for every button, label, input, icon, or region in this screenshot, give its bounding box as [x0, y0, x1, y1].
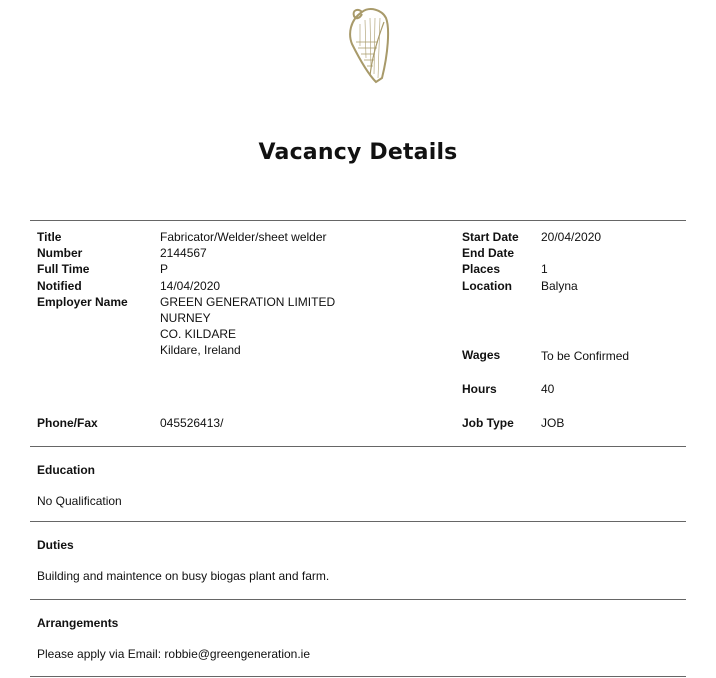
- places-value: 1: [541, 262, 548, 276]
- title-value: Fabricator/Welder/sheet welder: [160, 230, 327, 244]
- wages-value: To be Confirmed: [541, 349, 630, 363]
- harp-emblem-icon: [340, 4, 392, 86]
- notified-value: 14/04/2020: [160, 279, 221, 293]
- employer-line: GREEN GENERATION LIMITED: [160, 295, 336, 309]
- places-label: Places: [462, 262, 501, 276]
- divider: [30, 521, 686, 522]
- employer-line: CO. KILDARE: [160, 327, 237, 341]
- employer-label: Employer Name: [37, 295, 128, 309]
- job-type-label: Job Type: [462, 416, 514, 430]
- divider: [30, 446, 686, 447]
- divider: [30, 220, 686, 221]
- duties-text: Building and maintence on busy biogas plant and farm.: [37, 569, 330, 583]
- wages-label: Wages: [462, 348, 501, 362]
- number-label: Number: [37, 246, 83, 260]
- job-type-value: JOB: [541, 416, 565, 430]
- notified-label: Notified: [37, 279, 82, 293]
- end-date-label: End Date: [462, 246, 515, 260]
- hours-label: Hours: [462, 382, 497, 396]
- hours-value: 40: [541, 382, 555, 396]
- start-date-value: 20/04/2020: [541, 230, 602, 244]
- employer-address: [160, 294, 335, 358]
- duties-heading: Duties: [37, 538, 74, 552]
- divider: [30, 676, 686, 677]
- phone-value: 045526413/: [160, 416, 224, 430]
- location-label: Location: [462, 279, 512, 293]
- phone-label: Phone/Fax: [37, 416, 98, 430]
- arrangements-text: Please apply via Email: robbie@greengeneration.ie: [37, 647, 311, 661]
- employer-line: Kildare, Ireland: [160, 343, 241, 357]
- employer-line: NURNEY: [160, 311, 211, 325]
- location-value: Balyna: [541, 279, 578, 293]
- number-value: 2144567: [160, 246, 207, 260]
- education-heading: Education: [37, 463, 96, 477]
- page-title: Vacancy Details: [258, 140, 458, 165]
- arrangements-heading: Arrangements: [37, 616, 119, 630]
- fulltime-label: Full Time: [37, 262, 90, 276]
- divider: [30, 599, 686, 600]
- start-date-label: Start Date: [462, 230, 519, 244]
- fulltime-value: P: [160, 262, 169, 276]
- title-label: Title: [37, 230, 62, 244]
- education-text: No Qualification: [37, 494, 122, 508]
